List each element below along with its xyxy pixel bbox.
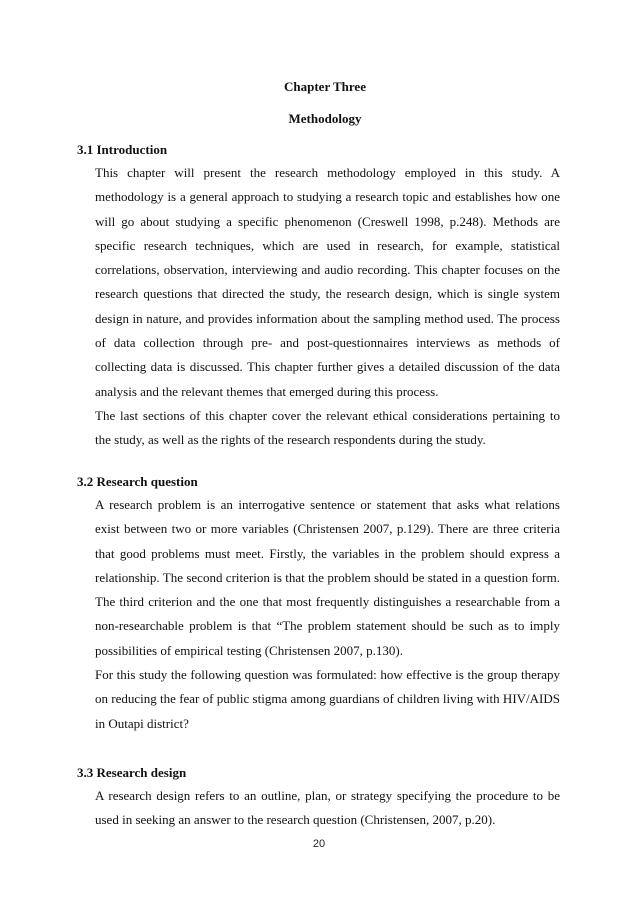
section-heading-introduction: 3.1 Introduction	[77, 142, 168, 157]
section-paragraph: The last sections of this chapter cover the relevant ethical considerations pertaining to the study, as well as the rights of the research respondents during the study.	[95, 408, 560, 448]
section-paragraph: A research design refers to an outline, plan, or strategy specifying the procedure to be used in seeking an answer to the research question (Christensen, 2007, p.20).	[95, 788, 560, 828]
section-heading-research-design: 3.3 Research design	[77, 765, 187, 780]
section-heading-research-question: 3.2 Research question	[77, 474, 198, 489]
page-number: 20	[312, 838, 326, 850]
section-paragraph: For this study the following question was formulated: how effective is the group therapy on reducing the fear of public stigma among guardians of children living with HIV/AIDS in Outapi district?	[95, 667, 560, 731]
section-paragraph: This chapter will present the research methodology employed in this study. A methodology is a general approach to studying a research topic and establishes how one will go about studying a specific phenomenon (Creswell 1998, p.248). Methods are specific research techniques, which are used in research, for example, statistical correlations, observation, interviewing and audio recording. This chapter focuses on the research questions that directed the study, the research design, which is single system design in nature, and provides information about the sampling method used. The process of data collection through pre- and post-questionnaires interviews as methods of collecting data is discussed. This chapter further gives a detailed discussion of the data analysis and the relevant themes that emerged during this process.	[95, 165, 560, 399]
chapter-subtitle	[0, 112, 638, 126]
section-paragraph: A research problem is an interrogative sentence or statement that asks what relations exist between two or more variables (Christensen 2007, p.129). There are three criteria that good problems must meet. Firstly, the variables in the problem should express a relationship. The second criterion is that the problem should be stated in a question form. The third criterion and the one that most frequently distinguishes a researchable from a non-researchable problem is that “The problem statement should be such as to imply possibilities of empirical testing (Christensen 2007, p.130).	[95, 497, 560, 658]
chapter-title	[0, 80, 638, 94]
chapter-title-text: Chapter Three	[284, 79, 366, 94]
chapter-subtitle-text: Methodology	[288, 111, 362, 126]
